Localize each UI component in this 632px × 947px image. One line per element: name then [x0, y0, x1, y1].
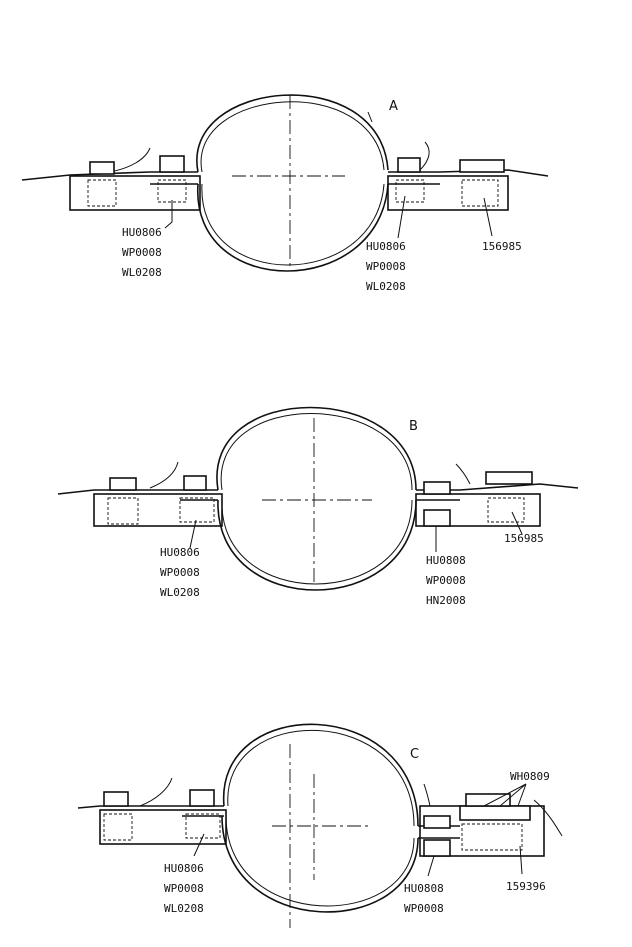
figure-c-left-hidden-1 — [104, 814, 132, 840]
figure-a-right-nuts — [460, 160, 504, 172]
figure-a-right-label-1: HU0806 — [366, 240, 406, 253]
figure-c-right-label-2: WP0008 — [404, 902, 444, 915]
figure-a-clamp-ring — [197, 95, 388, 271]
figure-b-right-hidden — [488, 498, 524, 522]
figure-b-right-nuts — [486, 472, 532, 484]
figure-b-left-leader — [190, 520, 196, 548]
figure-a-block-leader — [484, 198, 492, 236]
figure-c-clamp-ring — [222, 724, 418, 912]
figure-c-right-nut-bottom — [424, 840, 450, 856]
figure-c-clamp-ring-inner — [226, 730, 414, 906]
figure-c-left-nut — [104, 792, 128, 806]
figure-b-left-nut — [110, 478, 136, 490]
figure-b-letter: B — [409, 419, 418, 434]
figure-a-right-block — [388, 176, 508, 210]
figure-a-right-label-3: WL0208 — [366, 280, 406, 293]
figure-b-left-hidden-1 — [108, 498, 138, 524]
figure-b-left-hidden-2 — [180, 498, 214, 522]
figure-b-left-bolt-head — [184, 476, 206, 490]
figure-c-left-label-1: HU0806 — [164, 862, 204, 875]
figure-b-right-nut-top — [424, 482, 450, 494]
figure-b-left-flange — [180, 490, 218, 500]
figure-a-left-leader — [165, 200, 172, 228]
figure-b-left-block — [94, 494, 222, 526]
figure-c-right-cable — [424, 784, 430, 806]
figure-c-left-block — [100, 810, 226, 844]
figure-b-right-label-3: HN2008 — [426, 594, 466, 607]
figure-c-left-label-3: WL0208 — [164, 902, 204, 915]
figure-c-block-label: 159396 — [506, 880, 546, 893]
figure-a-left-nut-1 — [90, 162, 114, 174]
figure-c-top-label: WH0809 — [510, 770, 550, 783]
figure-a-right-bolt-head — [398, 158, 420, 172]
figure-c-right-leader — [428, 856, 434, 876]
figure-a-right-label-2: WP0008 — [366, 260, 406, 273]
figure-b-right-cable — [456, 464, 470, 484]
figure-a-left-flange — [150, 172, 198, 184]
figure-a — [22, 95, 548, 293]
figure-c — [78, 724, 562, 928]
figure-a-left-cable — [110, 148, 150, 172]
figure-c-left-hidden-2 — [186, 814, 220, 838]
figure-a-clamp-ring-inner — [201, 102, 384, 265]
figure-c-letter: C — [410, 747, 420, 762]
figure-a-left-label-2: WP0008 — [122, 246, 162, 259]
figure-b-block-label: 156985 — [504, 532, 544, 545]
figure-b-clamp-ring-inner — [221, 414, 412, 585]
figure-a-left-label-1: HU0806 — [122, 226, 162, 239]
figure-a-right-cable — [420, 142, 429, 170]
figure-c-left-strap — [78, 806, 182, 808]
figure-b-left-label-2: WP0008 — [160, 566, 200, 579]
figure-c-left-bolt-head — [190, 790, 214, 806]
figure-a-pointer — [368, 112, 372, 122]
figure-c-right-hidden — [462, 824, 522, 850]
figure-b-right-label-1: HU0808 — [426, 554, 466, 567]
figure-a-left-hidden-1 — [88, 180, 116, 206]
figure-c-left-flange — [182, 806, 224, 816]
figure-b-left-label-1: HU0806 — [160, 546, 200, 559]
figure-a-block-label: 156985 — [482, 240, 522, 253]
figure-a-right-hidden-2 — [462, 180, 498, 206]
figure-b-right-nut-bottom — [424, 510, 450, 526]
figure-c-right-nut-top — [424, 816, 450, 828]
figure-c-right-plate — [460, 806, 530, 820]
figure-a-letter: A — [389, 99, 398, 114]
figure-c-left-label-2: WP0008 — [164, 882, 204, 895]
figure-b-right-strap — [460, 484, 578, 490]
figure-a-left-block — [70, 176, 200, 210]
figure-b-clamp-ring — [217, 408, 416, 591]
figure-a-left-label-3: WL0208 — [122, 266, 162, 279]
figure-b-block-leader — [512, 512, 522, 534]
figure-b-left-cable — [150, 462, 178, 488]
figure-b — [58, 408, 578, 608]
figure-c-left-leader — [194, 834, 204, 856]
figure-c-right-label-1: HU0808 — [404, 882, 444, 895]
figure-b-left-label-3: WL0208 — [160, 586, 200, 599]
figure-c-left-cable — [140, 778, 172, 806]
figure-a-left-bolt-head — [160, 156, 184, 172]
figure-b-right-label-2: WP0008 — [426, 574, 466, 587]
